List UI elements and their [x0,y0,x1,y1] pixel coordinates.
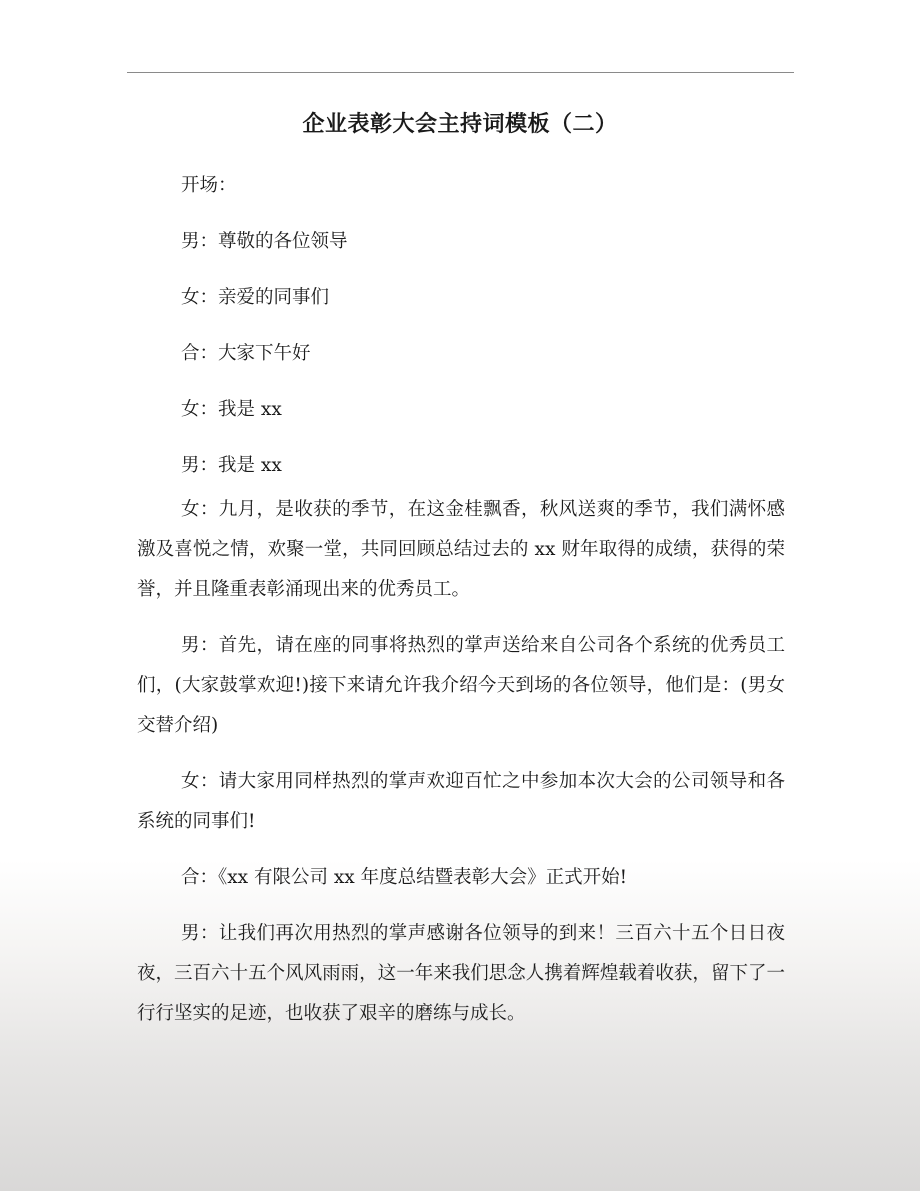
body-paragraph: 合：《xx 有限公司 xx 年度总结暨表彰大会》正式开始! [181,867,628,888]
body-paragraph: 女：九月，是收获的季节，在这金桂飘香，秋风送爽的季节，我们满怀感激及喜悦之情，欢聚一堂，共同回顾总结过去的 xx 财年取得的成绩，获得的荣誉，并且隆重表彰涌现出来的优秀员工。 [137,499,785,600]
body-paragraph: 男：首先，请在座的同事将热烈的掌声送给来自公司各个系统的优秀员工们，(大家鼓掌欢迎!)接下来请允许我介绍今天到场的各位领导，他们是：(男女交替介绍) [137,635,785,736]
dialogue-line: 女：亲爱的同事们 [181,287,330,308]
opening-line: 开场： [181,175,237,196]
body-paragraph: 男：让我们再次用热烈的掌声感谢各位领导的到来！三百六十五个日日夜夜，三百六十五个风风雨雨，这一年来我们思念人携着辉煌载着收获，留下了一行行坚实的足迹，也收获了艰辛的磨练与成长。 [137,923,785,1024]
document-body [137,170,785,1050]
dialogue-line: 男：我是 xx [181,455,282,476]
dialogue-line: 女：我是 xx [181,399,282,420]
body-paragraph: 女：请大家用同样热烈的掌声欢迎百忙之中参加本次大会的公司领导和各系统的同事们! [137,771,785,832]
dialogue-line: 合：大家下午好 [181,343,311,364]
dialogue-line: 男：尊敬的各位领导 [181,231,348,252]
document-title: 企业表彰大会主持词模板（二） [302,111,618,137]
header-rule [127,72,794,73]
